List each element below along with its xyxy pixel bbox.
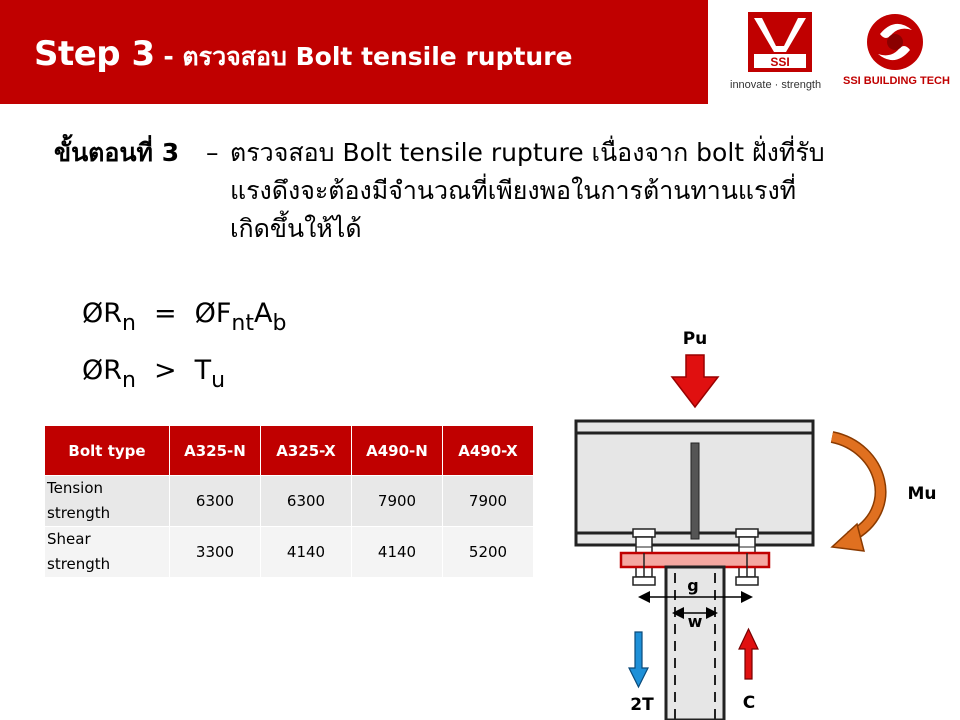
base-plate-diagram (560, 315, 950, 720)
header-bolt-type: Bolt type (45, 426, 170, 476)
mu-label: Mu (907, 484, 937, 504)
table-cell: 7900 (443, 476, 534, 527)
eq1-operator: = (153, 298, 177, 329)
eq2-lhs: ØR (82, 355, 123, 386)
pu-label: Pu (682, 329, 708, 349)
step-line-3: เกิดขึ้นให้ได้ (230, 214, 362, 243)
table-row (45, 476, 534, 527)
eq1-rhs2: A (253, 298, 273, 329)
header-a325n: A325-N (170, 426, 261, 476)
row-label-line2: strength (47, 504, 111, 522)
title-rest: - ตรวจสอบ Bolt tensile rupture (154, 42, 573, 71)
table-cell: 3300 (170, 527, 261, 578)
row-label (45, 476, 170, 527)
pu-arrow-icon (672, 355, 718, 407)
table-row (45, 527, 534, 578)
header-a490n: A490-N (352, 426, 443, 476)
column-web (691, 443, 699, 539)
eq2-rhs: T (194, 355, 212, 386)
table-cell: 4140 (261, 527, 352, 578)
equation-2 (82, 355, 225, 393)
step-line-1: ตรวจสอบ Bolt tensile rupture เนื่องจาก bolt ฝั่งที่รับ (230, 138, 825, 167)
row-label-line2: strength (47, 555, 111, 573)
table-cell: 4140 (352, 527, 443, 578)
step-dash: – (206, 138, 219, 167)
ssi-tagline: innovate · strength (730, 79, 822, 91)
g-label: g (687, 576, 699, 595)
w-label: w (687, 612, 703, 631)
table-cell: 6300 (170, 476, 261, 527)
eq1-rhs: ØF (194, 298, 232, 329)
bolt-strength-table (44, 425, 534, 578)
eq2-rhs-sub: u (211, 368, 226, 393)
table-cell: 7900 (352, 476, 443, 527)
title-step: Step 3 (34, 34, 155, 74)
ssi-logo (748, 12, 812, 72)
tension-label: 2T (630, 695, 654, 715)
row-label-line1: Shear (47, 530, 91, 548)
mu-arrow-icon (832, 437, 881, 537)
row-label (45, 527, 170, 578)
row-label-line1: Tension (47, 479, 104, 497)
page-title (34, 34, 573, 77)
eq2-operator: > (153, 355, 177, 386)
header-a325x: A325-X (261, 426, 352, 476)
header-a490x: A490-X (443, 426, 534, 476)
ssi-logo-text: SSI (770, 55, 790, 69)
tension-arrow-icon (629, 632, 648, 687)
equation-1 (82, 298, 286, 336)
eq1-lhs-sub: n (122, 311, 136, 336)
step-line-2: แรงดึงจะต้องมีจำนวณที่เพียงพอในการต้านทานแรงที่ (230, 176, 797, 205)
eq2-lhs-sub: n (122, 368, 136, 393)
building-tech-logo (862, 12, 928, 72)
eq1-rhs2-sub: b (272, 311, 287, 336)
step-body (230, 134, 950, 248)
table-cell: 5200 (443, 527, 534, 578)
table-header-row (45, 426, 534, 476)
eq1-rhs-sub: nt (231, 311, 254, 336)
table-cell: 6300 (261, 476, 352, 527)
step-label: ขั้นตอนที่ 3 (54, 138, 180, 167)
building-tech-text: SSI BUILDING TECH (843, 75, 950, 87)
eq1-lhs: ØR (82, 298, 123, 329)
compression-label: C (742, 693, 756, 713)
compression-arrow-icon (739, 629, 758, 679)
